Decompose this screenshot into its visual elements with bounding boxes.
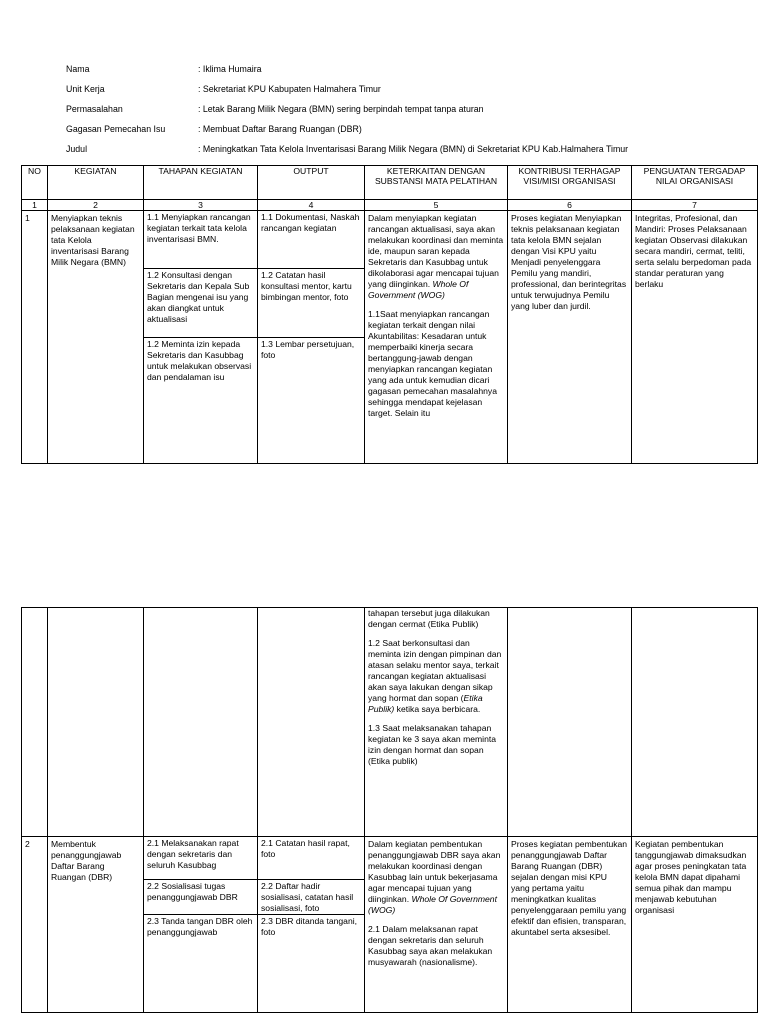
row-number: 1 [22, 211, 48, 464]
field-value: : Membuat Daftar Barang Ruangan (DBR) [198, 124, 362, 134]
header-row-gagasan [66, 124, 756, 144]
header-row-judul [66, 144, 756, 164]
keterkaitan-paragraph: 1.2 Saat berkonsultasi dan meminta izin dengan pimpinan dan atasan selaku mentor saya, terkait rancangan kegiatan aktualisasi akan saya lakukan dengan sikap yang hormat dan sopan (Etika Publik) ketika saya berbicara. [368, 638, 502, 714]
column-header-kegiatan: KEGIATAN [48, 166, 144, 200]
field-label: Judul [66, 144, 88, 154]
output-item: 1.1 Dokumentasi, Naskah rancangan kegiatan [258, 211, 364, 269]
output-cell [258, 837, 365, 1013]
field-value: : Iklima Humaira [198, 64, 262, 74]
tahapan-step: 1.2 Meminta izin kepada Sekretaris dan Kasubbag untuk melakukan observasi dan pendalaman isu [147, 339, 252, 382]
column-number-row [22, 200, 758, 211]
keterkaitan-paragraph: tahapan tersebut juga dilakukan dengan cermat (Etika Publik) [368, 608, 490, 629]
wog-emphasis: Whole Of Government (WOG) [368, 894, 497, 915]
keterkaitan-paragraph: Dalam menyiapkan kegiatan rancangan aktualisasi, saya akan melakukan koordinasi dan meminta ide, maupun saran kepada Sekretaris dan Kasubbag untuk dikolaborasi agar mencapai tujuan yang diinginkan. Whole Of Government (WOG) [368, 213, 504, 300]
keterkaitan-paragraph: 1.1Saat menyiapkan rancangan kegiatan terkait dengan nilai Akuntabilitas: Kesadaran untuk memperbaiki kinerja secara bertanggung-jawab dengan menyiapkan rancangan kegiatan yang ada untuk kemudian dicari gagasan pemecahan masalahnya sehingga mendapat kejelasan target. Selain itu [368, 309, 497, 418]
field-label: Unit Kerja [66, 84, 105, 94]
column-header-penguatan: PENGUATAN TERGADAP NILAI ORGANISASI [632, 166, 758, 200]
table-row-continued [22, 608, 758, 837]
keterkaitan-cell [365, 211, 508, 464]
kegiatan-cell: Membentuk penanggungjawab Daftar Barang Ruangan (DBR) [48, 837, 144, 1013]
keterkaitan-cell [365, 608, 508, 837]
penguatan-cell: Kegiatan pembentukan tanggungjawab dimaksudkan agar proses peningkatan tata kelola BMN dapat dipahami semua pihak dan mampu menjawab kebutuhan organisasi [632, 837, 758, 1013]
output-item: 1.2 Catatan hasil konsultasi mentor, kartu bimbingan mentor, foto [258, 269, 364, 338]
column-number: 2 [48, 200, 144, 211]
output-item: 1.3 Lembar persetujuan, foto [261, 339, 355, 360]
keterkaitan-paragraph: 2.1 Dalam melaksanan rapat dengan sekretaris dan seluruh Kasubbag saya akan melakukan musyawarah (nasionalisme). [368, 924, 493, 967]
header-row-unit-kerja [66, 84, 756, 104]
field-label: Gagasan Pemecahan Isu [66, 124, 166, 134]
document-header [66, 64, 756, 164]
kegiatan-cell: Menyiapkan teknis pelaksanaan kegiatan tata Kelola inventarisasi Barang Milik Negara (BMN) [48, 211, 144, 464]
column-number: 5 [365, 200, 508, 211]
column-header-output: OUTPUT [258, 166, 365, 200]
field-label: Nama [66, 64, 90, 74]
tahapan-step: 2.2 Sosialisasi tugas penanggungjawab DBR [144, 880, 257, 915]
keterkaitan-paragraph: 1.3 Saat melaksanakan tahapan kegiatan ke 3 saya akan meminta izin dengan hormat dan sopan (Etika publik) [368, 723, 497, 766]
field-value: : Meningkatkan Tata Kelola Inventarisasi Barang Milik Negara (BMN) di Sekretariat KPU Kab.Halmahera Timur [198, 144, 629, 154]
column-number: 3 [144, 200, 258, 211]
keterkaitan-cell [365, 837, 508, 1013]
table-row [22, 211, 758, 464]
column-header-no: NO [22, 166, 48, 200]
output-item: 2.1 Catatan hasil rapat, foto [258, 837, 364, 880]
tahapan-step: 1.1 Menyiapkan rancangan kegiatan terkait tata kelola inventarisasi BMN. [144, 211, 257, 269]
activity-table-page1 [21, 165, 758, 464]
kontribusi-cell: Proses kegiatan pembentukan penanggungjawab Daftar Barang Ruangan (DBR) sejalan dengan misi KPU yang pertama yaitu meningkatkan kualitas penyelenggaraan pemilu yang efektif dan efisien, transparan, akuntabel serta aksesibel. [508, 837, 632, 1013]
column-header-kontribusi: KONTRIBUSI TERHAGAP VISI/MISI ORGANISASI [508, 166, 632, 200]
field-value: : Letak Barang Milik Negara (BMN) sering berpindah tempat tanpa aturan [198, 104, 484, 114]
kontribusi-cell: Proses kegiatan Menyiapkan teknis pelaksanaan kegiatan tata kelola BMN sejalan dengan Visi KPU yaitu Menjadi penyelenggara Pemilu yang mandiri, professional, dan berintegritas untuk terwujudnya Pemilu yang luber dan jurdil. [508, 211, 632, 464]
column-number: 4 [258, 200, 365, 211]
tahapan-step: 2.1 Melaksanakan rapat dengan sekretaris dan seluruh Kasubbag [144, 837, 257, 880]
column-number: 7 [632, 200, 758, 211]
column-header-keterkaitan: KETERKAITAN DENGAN SUBSTANSI MATA PELATIHAN [365, 166, 508, 200]
column-number: 1 [22, 200, 48, 211]
activity-table-page2 [21, 607, 758, 1013]
row-number: 2 [22, 837, 48, 1013]
output-item: 2.2 Daftar hadir sosialisasi, catatan hasil sosialisasi, foto [258, 880, 364, 915]
header-row-permasalahan [66, 104, 756, 124]
table-header-row [22, 166, 758, 200]
tahapan-cell [144, 837, 258, 1013]
output-cell [258, 211, 365, 464]
penguatan-cell: Integritas, Profesional, dan Mandiri: Proses Pelaksanaan kegiatan Observasi dilakukan secara mandiri, cermat, teliti, serta selalu berpedoman pada standar peraturan yang berlaku [632, 211, 758, 464]
tahapan-step: 2.3 Tanda tangan DBR oleh penanggungjawab [147, 916, 253, 937]
table-row [22, 837, 758, 1013]
etika-emphasis: Etika Publik) [368, 693, 483, 714]
column-header-tahapan: TAHAPAN KEGIATAN [144, 166, 258, 200]
tahapan-step: 1.2 Konsultasi dengan Sekretaris dan Kepala Sub Bagian mengenai isu yang akan diangkat untuk aktualisasi [144, 269, 257, 338]
field-label: Permasalahan [66, 104, 123, 114]
header-row-nama [66, 64, 756, 84]
tahapan-cell [144, 211, 258, 464]
field-value: : Sekretariat KPU Kabupaten Halmahera Timur [198, 84, 381, 94]
wog-emphasis: Whole Of Government (WOG) [368, 279, 469, 300]
column-number: 6 [508, 200, 632, 211]
keterkaitan-paragraph: Dalam kegiatan pembentukan penanggungjawab DBR saya akan melakukan koordinasi dengan Kasubbag lain untuk bekerjasama agar mencapai tujuan yang diinginkan. Whole Of Government (WOG) [368, 839, 501, 915]
output-item: 2.3 DBR ditanda tangani, foto [261, 916, 358, 937]
